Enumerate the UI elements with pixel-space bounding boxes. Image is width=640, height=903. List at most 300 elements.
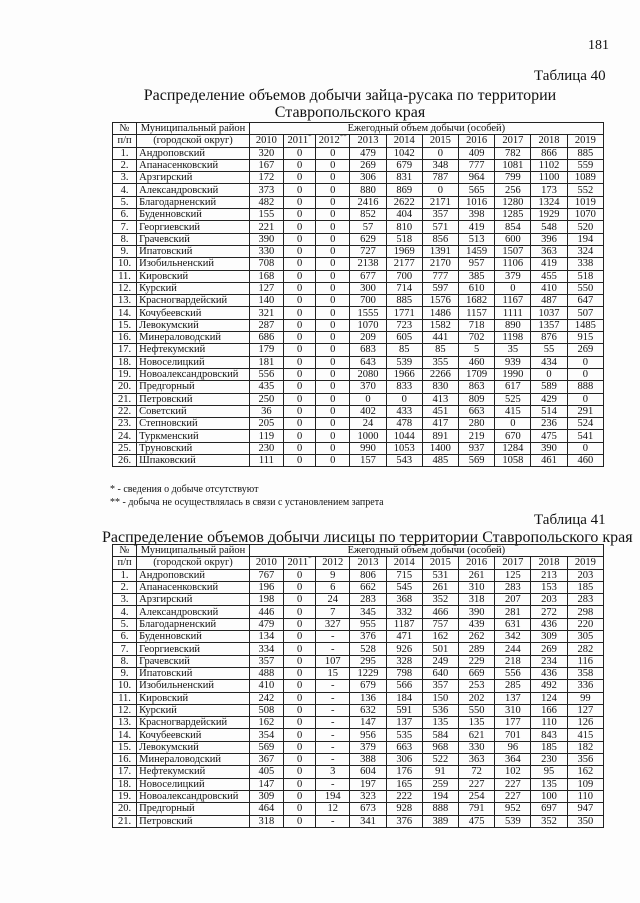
harvest-value: 155 (249, 209, 283, 221)
district-name: Минераловодский (137, 754, 250, 766)
harvest-value: 1459 (459, 245, 495, 257)
harvest-value: 460 (567, 455, 603, 467)
table-row (113, 393, 604, 405)
harvest-value: 348 (422, 159, 458, 171)
harvest-value: 436 (531, 667, 567, 679)
harvest-value: 791 (459, 803, 495, 815)
harvest-value: 140 (249, 295, 283, 307)
row-number: 8. (113, 655, 137, 667)
harvest-value: 289 (459, 643, 495, 655)
harvest-value: 810 (386, 221, 422, 233)
row-number: 15. (113, 319, 137, 331)
harvest-value: 261 (422, 581, 458, 593)
harvest-value: 55 (531, 344, 567, 356)
harvest-value: - (316, 729, 350, 741)
harvest-value: 1198 (495, 332, 531, 344)
harvest-value: 429 (531, 393, 567, 405)
table-row (113, 332, 604, 344)
harvest-value: 342 (495, 631, 531, 643)
harvest-value: 0 (284, 655, 316, 667)
harvest-value: 799 (495, 172, 531, 184)
harvest-value: 3 (316, 766, 350, 778)
harvest-value: 539 (386, 356, 422, 368)
harvest-value: 508 (249, 704, 283, 716)
harvest-value: 185 (531, 741, 567, 753)
year-header: 2013 (350, 135, 386, 147)
harvest-value: 0 (316, 172, 350, 184)
harvest-value: 0 (316, 356, 350, 368)
harvest-value: 244 (495, 643, 531, 655)
harvest-value: 0 (316, 270, 350, 282)
row-number: 15. (113, 741, 137, 753)
district-name: Благодарненский (137, 618, 250, 630)
harvest-value: 219 (459, 430, 495, 442)
harvest-value: 419 (459, 221, 495, 233)
harvest-value: 310 (459, 581, 495, 593)
district-name: Предгорный (137, 803, 250, 815)
harvest-value: 0 (284, 815, 316, 827)
harvest-value: 683 (350, 344, 386, 356)
table-row (113, 778, 604, 790)
harvest-value: 379 (495, 270, 531, 282)
row-number: 7. (113, 221, 137, 233)
harvest-value: 15 (316, 667, 350, 679)
harvest-value: 670 (495, 430, 531, 442)
harvest-value: 109 (567, 778, 603, 790)
harvest-value: 318 (249, 815, 283, 827)
district-name: Новоселицкий (137, 356, 250, 368)
harvest-value: 0 (284, 680, 316, 692)
harvest-value: 242 (249, 692, 283, 704)
harvest-value: 162 (567, 766, 603, 778)
harvest-value: 926 (386, 643, 422, 655)
harvest-value: 328 (386, 655, 422, 667)
row-number: 4. (113, 184, 137, 196)
harvest-value: 220 (567, 618, 603, 630)
year-header: 2011* (284, 135, 316, 147)
harvest-value: 194 (316, 790, 350, 802)
district-name: Шпаковский (137, 455, 250, 467)
harvest-value: 6 (316, 581, 350, 593)
row-number: 3. (113, 172, 137, 184)
harvest-value: 99 (567, 692, 603, 704)
harvest-value: 1106 (495, 258, 531, 270)
harvest-value: 0 (284, 766, 316, 778)
harvest-value: 531 (422, 569, 458, 581)
harvest-value: 0 (284, 754, 316, 766)
harvest-value: 1485 (567, 319, 603, 331)
harvest-value: 136 (350, 692, 386, 704)
table-row (113, 270, 604, 282)
harvest-value: 767 (249, 569, 283, 581)
row-number: 5. (113, 618, 137, 630)
harvest-value: 410 (531, 282, 567, 294)
harvest-value: 5 (459, 344, 495, 356)
district-name: Красногвардейский (137, 717, 250, 729)
harvest-value: 478 (386, 418, 422, 430)
harvest-value: 0 (350, 393, 386, 405)
row-number: 5. (113, 196, 137, 208)
harvest-value: 0 (284, 618, 316, 630)
year-header: 2016 (459, 135, 495, 147)
harvest-value: 669 (459, 667, 495, 679)
harvest-value: 356 (567, 754, 603, 766)
harvest-value: 373 (249, 184, 283, 196)
harvest-value: 0 (316, 282, 350, 294)
district-name: Апанасенковский (137, 159, 250, 171)
header-district-sub: (городской округ) (137, 557, 250, 569)
harvest-value: - (316, 692, 350, 704)
district-name: Левокумский (137, 319, 250, 331)
table-40-title-line2: Ставропольского края (274, 104, 426, 121)
harvest-value: 700 (350, 295, 386, 307)
table-row (113, 643, 604, 655)
header-num-sub: п/п (113, 135, 137, 147)
year-header: 2015 (422, 135, 458, 147)
table-row (113, 594, 604, 606)
table-row (113, 368, 604, 380)
harvest-value: 697 (531, 803, 567, 815)
harvest-value: 227 (495, 790, 531, 802)
table-row (113, 754, 604, 766)
harvest-value: 280 (459, 418, 495, 430)
row-number: 17. (113, 344, 137, 356)
harvest-value: 162 (249, 717, 283, 729)
harvest-value: 0 (316, 430, 350, 442)
year-header: 2014 (386, 557, 422, 569)
harvest-value: 0 (316, 209, 350, 221)
harvest-value: 643 (350, 356, 386, 368)
harvest-value: 1016 (459, 196, 495, 208)
row-number: 13. (113, 717, 137, 729)
row-number: 14. (113, 729, 137, 741)
harvest-value: 455 (531, 270, 567, 282)
row-number: 21. (113, 393, 137, 405)
harvest-value: 520 (567, 221, 603, 233)
table-row (113, 172, 604, 184)
harvest-value: 203 (567, 569, 603, 581)
harvest-value: 621 (459, 729, 495, 741)
district-name: Апанасенковский (137, 581, 250, 593)
harvest-value: 283 (350, 594, 386, 606)
harvest-value: 700 (386, 270, 422, 282)
harvest-value: 597 (422, 282, 458, 294)
harvest-value: 323 (350, 790, 386, 802)
table-row (113, 729, 604, 741)
harvest-value: 701 (495, 729, 531, 741)
harvest-value: 2170 (422, 258, 458, 270)
harvest-value: 552 (567, 184, 603, 196)
harvest-value: 376 (350, 631, 386, 643)
harvest-value: 388 (350, 754, 386, 766)
harvest-value: 0 (531, 368, 567, 380)
harvest-value: 492 (531, 680, 567, 692)
harvest-value: 1486 (422, 307, 458, 319)
harvest-value: 0 (284, 643, 316, 655)
harvest-value: 295 (350, 655, 386, 667)
table-row (113, 147, 604, 159)
harvest-value: 1157 (459, 307, 495, 319)
harvest-value: 1284 (495, 442, 531, 454)
harvest-value: 718 (459, 319, 495, 331)
table-row (113, 631, 604, 643)
harvest-value: 571 (422, 221, 458, 233)
harvest-value: 891 (422, 430, 458, 442)
harvest-value: 234 (531, 655, 567, 667)
harvest-value: 357 (249, 655, 283, 667)
district-name: Андроповский (137, 147, 250, 159)
harvest-value: 415 (495, 405, 531, 417)
harvest-value: 262 (459, 631, 495, 643)
harvest-value: 0 (284, 356, 316, 368)
harvest-value: 589 (531, 381, 567, 393)
harvest-value: 327 (316, 618, 350, 630)
harvest-value: 194 (422, 790, 458, 802)
harvest-value: 269 (567, 344, 603, 356)
harvest-value: 285 (495, 680, 531, 692)
table-row (113, 618, 604, 630)
harvest-value: 127 (249, 282, 283, 294)
harvest-value: 543 (386, 455, 422, 467)
harvest-value: 663 (459, 405, 495, 417)
harvest-value: 441 (422, 332, 458, 344)
row-number: 24. (113, 430, 137, 442)
harvest-value: 405 (249, 766, 283, 778)
harvest-value: 413 (422, 393, 458, 405)
table-40 (112, 122, 604, 467)
harvest-value: 939 (495, 356, 531, 368)
district-name: Нефтекумский (137, 344, 250, 356)
harvest-value: 1969 (386, 245, 422, 257)
harvest-value: 968 (422, 741, 458, 753)
harvest-value: 0 (316, 245, 350, 257)
harvest-value: 352 (531, 815, 567, 827)
row-number: 11. (113, 692, 137, 704)
year-header: 2011* (284, 557, 316, 569)
harvest-value: 990 (350, 442, 386, 454)
table-row (113, 258, 604, 270)
table-row (113, 790, 604, 802)
harvest-value: 334 (249, 643, 283, 655)
harvest-value: 0 (316, 295, 350, 307)
harvest-value: 1285 (495, 209, 531, 221)
harvest-value: 24 (350, 418, 386, 430)
district-name: Туркменский (137, 430, 250, 442)
harvest-value: 854 (495, 221, 531, 233)
table-row (113, 307, 604, 319)
harvest-value: 479 (350, 147, 386, 159)
harvest-value: 863 (459, 381, 495, 393)
harvest-value: 182 (567, 741, 603, 753)
harvest-value: 632 (350, 704, 386, 716)
harvest-value: 1000 (350, 430, 386, 442)
year-header: 2010 (249, 135, 283, 147)
harvest-value: 1507 (495, 245, 531, 257)
harvest-value: 370 (350, 381, 386, 393)
harvest-value: 0 (284, 790, 316, 802)
harvest-value: 1324 (531, 196, 567, 208)
harvest-value: 227 (495, 778, 531, 790)
harvest-value: 95 (531, 766, 567, 778)
row-number: 1. (113, 147, 137, 159)
row-number: 16. (113, 754, 137, 766)
row-number: 3. (113, 594, 137, 606)
district-name: Труновский (137, 442, 250, 454)
table-row (113, 581, 604, 593)
table-row (113, 692, 604, 704)
harvest-value: 0 (316, 307, 350, 319)
row-number: 6. (113, 209, 137, 221)
harvest-value: 2622 (386, 196, 422, 208)
harvest-value: 436 (531, 618, 567, 630)
district-name: Грачевский (137, 655, 250, 667)
harvest-value: 433 (386, 405, 422, 417)
harvest-value: 782 (495, 147, 531, 159)
harvest-value: 1555 (350, 307, 386, 319)
table-row (113, 655, 604, 667)
harvest-value: 475 (459, 815, 495, 827)
harvest-value: 757 (422, 618, 458, 630)
header-num-sub: п/п (113, 557, 137, 569)
harvest-value: 254 (459, 790, 495, 802)
harvest-value: 0 (284, 221, 316, 233)
harvest-value: 1280 (495, 196, 531, 208)
table-row (113, 356, 604, 368)
harvest-value: 0 (316, 319, 350, 331)
harvest-value: 404 (386, 209, 422, 221)
harvest-value: 1682 (459, 295, 495, 307)
harvest-value: 197 (350, 778, 386, 790)
harvest-value: 525 (495, 393, 531, 405)
harvest-value: 0 (284, 569, 316, 581)
harvest-value: - (316, 643, 350, 655)
harvest-value: 338 (567, 258, 603, 270)
district-name: Грачевский (137, 233, 250, 245)
district-name: Нефтекумский (137, 766, 250, 778)
table-row (113, 184, 604, 196)
harvest-value: 488 (249, 667, 283, 679)
harvest-value: 1771 (386, 307, 422, 319)
harvest-value: 0 (316, 159, 350, 171)
harvest-value: 167 (249, 159, 283, 171)
harvest-value: 0 (284, 233, 316, 245)
harvest-value: - (316, 704, 350, 716)
harvest-value: 24 (316, 594, 350, 606)
district-name: Ипатовский (137, 667, 250, 679)
harvest-value: 0 (316, 184, 350, 196)
harvest-value: 398 (459, 209, 495, 221)
harvest-value: 298 (567, 606, 603, 618)
harvest-value: 952 (495, 803, 531, 815)
harvest-value: 162 (422, 631, 458, 643)
table-40-note-2: ** - добыча не осуществлялась в связи с установлением запрета (110, 497, 384, 508)
harvest-value: 419 (531, 258, 567, 270)
harvest-value: 256 (495, 184, 531, 196)
harvest-value: 12 (316, 803, 350, 815)
harvest-value: 309 (531, 631, 567, 643)
harvest-value: 209 (350, 332, 386, 344)
harvest-value: 485 (422, 455, 458, 467)
harvest-value: 673 (350, 803, 386, 815)
harvest-value: 7 (316, 606, 350, 618)
harvest-value: 2177 (386, 258, 422, 270)
harvest-value: 261 (459, 569, 495, 581)
harvest-value: 0 (284, 405, 316, 417)
harvest-value: 0 (316, 442, 350, 454)
harvest-value: 0 (284, 332, 316, 344)
harvest-value: 1966 (386, 368, 422, 380)
harvest-value: - (316, 717, 350, 729)
table-row (113, 282, 604, 294)
harvest-value: 157 (350, 455, 386, 467)
harvest-value: 250 (249, 393, 283, 405)
footnote-mark: * (308, 134, 312, 141)
harvest-value: 556 (249, 368, 283, 380)
harvest-value: 0 (316, 233, 350, 245)
harvest-value: 629 (350, 233, 386, 245)
harvest-value: 0 (284, 258, 316, 270)
harvest-value: 111 (249, 455, 283, 467)
harvest-value: 91 (422, 766, 458, 778)
harvest-value: 518 (567, 270, 603, 282)
harvest-value: 306 (386, 754, 422, 766)
year-header: 2014 (386, 135, 422, 147)
harvest-value: 487 (531, 295, 567, 307)
table-row (113, 766, 604, 778)
harvest-value: 0 (284, 319, 316, 331)
harvest-value: 0 (284, 667, 316, 679)
row-number: 7. (113, 643, 137, 655)
harvest-value: 528 (350, 643, 386, 655)
harvest-value: 330 (459, 741, 495, 753)
harvest-value: 0 (316, 455, 350, 467)
harvest-value: 127 (567, 704, 603, 716)
harvest-value: 536 (422, 704, 458, 716)
harvest-value: 0 (284, 196, 316, 208)
harvest-value: 566 (386, 680, 422, 692)
harvest-value: 852 (350, 209, 386, 221)
harvest-value: 417 (422, 418, 458, 430)
district-name: Петровский (137, 815, 250, 827)
table-row (113, 717, 604, 729)
row-number: 25. (113, 442, 137, 454)
harvest-value: 153 (531, 581, 567, 593)
harvest-value: 0 (495, 282, 531, 294)
district-name: Георгиевский (137, 221, 250, 233)
harvest-value: 727 (350, 245, 386, 257)
harvest-value: 345 (350, 606, 386, 618)
harvest-value: 869 (386, 184, 422, 196)
harvest-value: 605 (386, 332, 422, 344)
harvest-value: 1709 (459, 368, 495, 380)
table-row (113, 405, 604, 417)
district-name: Буденновский (137, 209, 250, 221)
harvest-value: 0 (316, 418, 350, 430)
district-name: Андроповский (137, 569, 250, 581)
district-name: Курский (137, 282, 250, 294)
district-name: Предгорный (137, 381, 250, 393)
harvest-value: 0 (284, 455, 316, 467)
harvest-value: 363 (459, 754, 495, 766)
table-row (113, 221, 604, 233)
harvest-value: 0 (284, 381, 316, 393)
harvest-value: 0 (284, 172, 316, 184)
harvest-value: 350 (567, 815, 603, 827)
harvest-value: 330 (249, 245, 283, 257)
harvest-value: 843 (531, 729, 567, 741)
header-group: Ежегодный объем добычи (особей) (249, 545, 603, 557)
harvest-value: 100 (531, 790, 567, 802)
